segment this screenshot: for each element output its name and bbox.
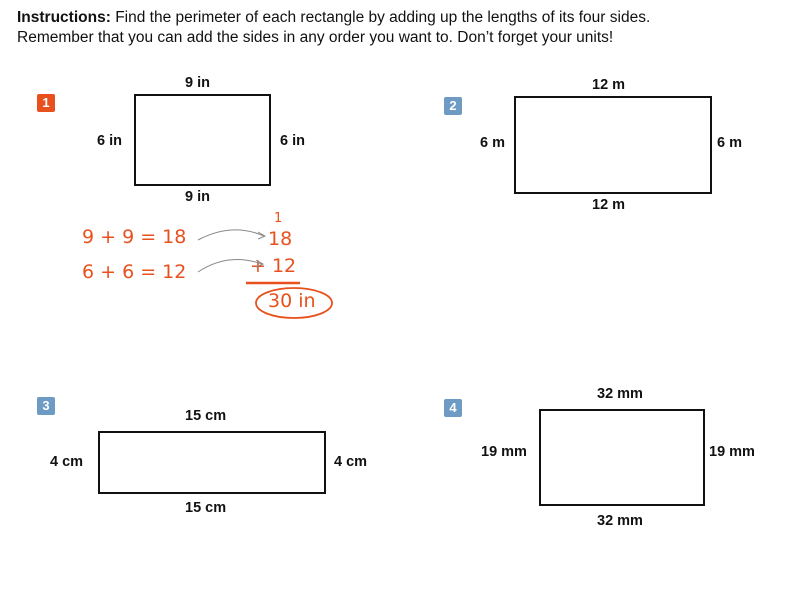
problem-3-top-length: 15 cm: [185, 408, 227, 424]
problem-2-top-length: 12 m: [592, 77, 626, 93]
problem-4-rectangle: [539, 409, 705, 506]
problem-3-left-width: 4 cm: [50, 454, 84, 470]
work-carry-digit: 1: [274, 211, 283, 226]
instructions-label: Instructions:: [17, 9, 111, 26]
problem-4-bottom-length: 32 mm: [597, 513, 643, 529]
work-arrow-2: [198, 260, 262, 273]
problem-2-right-width: 6 m: [717, 135, 742, 151]
problem-3-right-width: 4 cm: [334, 454, 368, 470]
work-addend-2: + 12: [250, 255, 297, 277]
problem-2-rectangle: [514, 96, 712, 194]
problem-1-top-length: 9 in: [185, 75, 210, 91]
problem-3-rectangle: [98, 431, 326, 494]
problem-1-left-width: 6 in: [97, 133, 122, 149]
problem-2-bottom-length: 12 m: [592, 197, 626, 213]
problem-1-bottom-length: 9 in: [185, 189, 210, 205]
problem-3-bottom-length: 15 cm: [185, 500, 227, 516]
problem-2-left-width: 6 m: [480, 135, 505, 151]
problem-3-badge: 3: [37, 397, 55, 415]
problem-1-badge: 1: [37, 94, 55, 112]
work-equation-1: 9 + 9 = 18: [82, 226, 187, 248]
work-addend-1: 18: [268, 228, 293, 250]
work-answer: 30 in: [268, 290, 316, 312]
work-equation-2: 6 + 6 = 12: [82, 261, 187, 283]
problem-1-right-width: 6 in: [280, 133, 305, 149]
instructions-line1: Find the perimeter of each rectangle by adding up the lengths of its four sides.: [115, 9, 651, 26]
problem-4-top-length: 32 mm: [597, 386, 643, 402]
instructions-line2: Remember that you can add the sides in any order you want to. Don’t forget your units!: [17, 29, 614, 46]
problem-4-right-width: 19 mm: [709, 444, 755, 460]
problem-2-badge: 2: [444, 97, 462, 115]
problem-4-badge: 4: [444, 399, 462, 417]
work-arrow-1: [198, 230, 264, 240]
work-answer-circle: [256, 288, 332, 318]
work-arrowhead-1: [258, 232, 265, 239]
problem-4-left-width: 19 mm: [481, 444, 527, 460]
